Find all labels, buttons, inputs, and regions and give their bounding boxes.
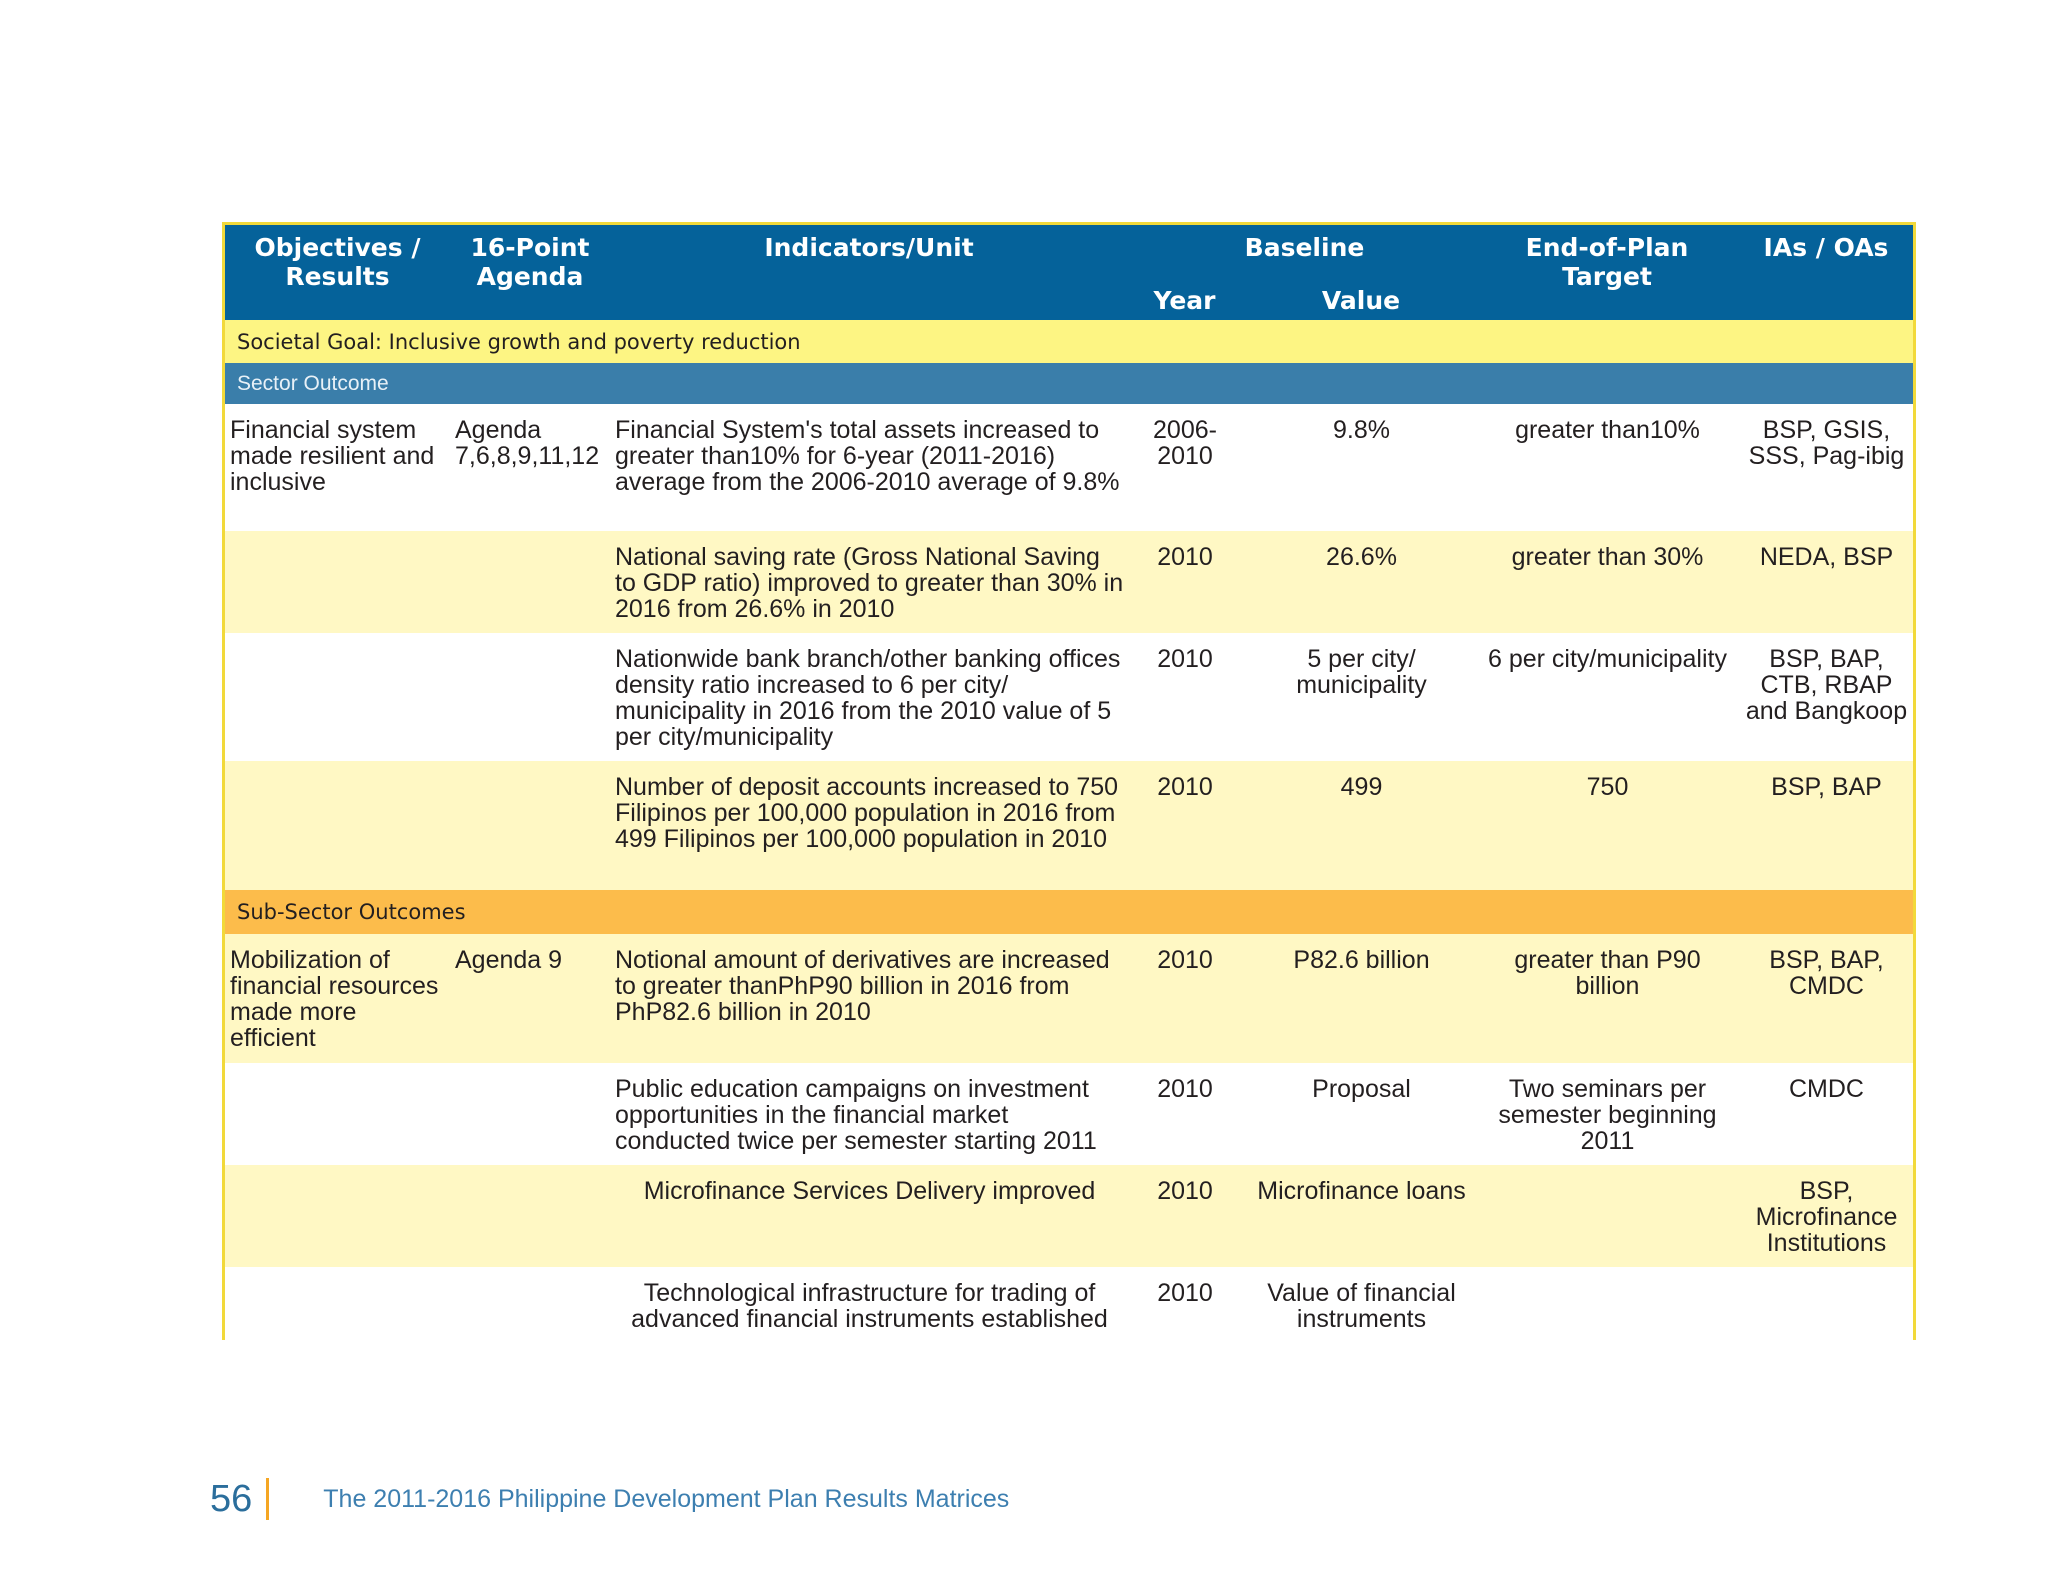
- table-row: [225, 1267, 1916, 1340]
- sub-sector-outcomes-band: [225, 890, 1916, 934]
- results-matrix-table-container: [222, 222, 1916, 1340]
- sub-sector-outcomes-label: Sub-Sector Outcomes: [225, 890, 1916, 934]
- indicator-cell: Microfinance Services Delivery improved: [610, 1165, 1128, 1267]
- header-ias: IAs / OAs: [1733, 225, 1916, 320]
- footer-divider: [266, 1478, 269, 1520]
- objective-cell: [225, 761, 450, 890]
- year-cell: 2010: [1128, 1267, 1241, 1340]
- agenda-cell: [450, 1063, 610, 1165]
- indicator-cell: Notional amount of derivatives are increased to greater thanPhP90 billion in 2016 from PhP82.6 billion in 2010: [610, 934, 1128, 1063]
- table-row: [225, 404, 1916, 531]
- target-cell: Two seminars per semester beginning 2011: [1481, 1063, 1733, 1165]
- table-row: [225, 761, 1916, 890]
- indicator-cell: Public education campaigns on investment opportunities in the financial market conducted twice per semester starting 2011: [610, 1063, 1128, 1165]
- value-cell: 499: [1241, 761, 1481, 890]
- objective-cell: [225, 1165, 450, 1267]
- value-cell: 26.6%: [1241, 531, 1481, 633]
- indicator-cell: Nationwide bank branch/other banking offices density ratio increased to 6 per city/ municipality in 2016 from the 2010 value of 5 per city/municipality: [610, 633, 1128, 761]
- objective-cell: [225, 531, 450, 633]
- ias-cell: BSP, GSIS, SSS, Pag-ibig: [1733, 404, 1916, 531]
- table-row: [225, 633, 1916, 761]
- ias-cell: NEDA, BSP: [1733, 531, 1916, 633]
- year-cell: 2010: [1128, 761, 1241, 890]
- indicator-cell: Number of deposit accounts increased to 750 Filipinos per 100,000 population in 2016 from 499 Filipinos per 100,000 population in 2010: [610, 761, 1128, 890]
- agenda-cell: [450, 761, 610, 890]
- table-row: [225, 1063, 1916, 1165]
- value-cell: 5 per city/ municipality: [1241, 633, 1481, 761]
- ias-cell: BSP, Microfinance Institutions: [1733, 1165, 1916, 1267]
- sector-outcome-label: Sector Outcome: [225, 363, 1916, 404]
- target-cell: [1481, 1267, 1733, 1340]
- header-baseline: Baseline: [1128, 225, 1481, 281]
- objective-cell: [225, 1063, 450, 1165]
- header-indicators: Indicators/Unit: [610, 225, 1128, 320]
- table-row: [225, 1165, 1916, 1267]
- header-agenda: 16-Point Agenda: [450, 225, 610, 320]
- indicator-cell: Financial System's total assets increased to greater than10% for 6-year (2011-2016) average from the 2006-2010 average of 9.8%: [610, 404, 1128, 531]
- agenda-cell: [450, 531, 610, 633]
- year-cell: 2010: [1128, 1165, 1241, 1267]
- year-cell: 2010: [1128, 531, 1241, 633]
- target-cell: greater than P90 billion: [1481, 934, 1733, 1063]
- societal-goal-band: [225, 320, 1916, 363]
- target-cell: greater than10%: [1481, 404, 1733, 531]
- objective-cell: Financial system made resilient and inclusive: [225, 404, 450, 531]
- year-cell: 2010: [1128, 633, 1241, 761]
- agenda-cell: [450, 1267, 610, 1340]
- table-row: [225, 934, 1916, 1063]
- value-cell: P82.6 billion: [1241, 934, 1481, 1063]
- societal-goal-label: Societal Goal: Inclusive growth and poverty reduction: [225, 320, 1916, 363]
- page-footer: [210, 1478, 1009, 1520]
- indicator-cell: Technological infrastructure for trading of advanced financial instruments established: [610, 1267, 1128, 1340]
- agenda-cell: Agenda 9: [450, 934, 610, 1063]
- value-cell: Proposal: [1241, 1063, 1481, 1165]
- ias-cell: BSP, BAP, CTB, RBAP and Bangkoop: [1733, 633, 1916, 761]
- objective-cell: [225, 633, 450, 761]
- ias-cell: CMDC: [1733, 1063, 1916, 1165]
- year-cell: 2010: [1128, 1063, 1241, 1165]
- ias-cell: BSP, BAP: [1733, 761, 1916, 890]
- indicator-cell: National saving rate (Gross National Saving to GDP ratio) improved to greater than 30% in 2016 from 26.6% in 2010: [610, 531, 1128, 633]
- value-cell: 9.8%: [1241, 404, 1481, 531]
- year-cell: 2006-2010: [1128, 404, 1241, 531]
- header-objectives: Objectives / Results: [225, 225, 450, 320]
- year-cell: 2010: [1128, 934, 1241, 1063]
- value-cell: Value of financial instruments: [1241, 1267, 1481, 1340]
- results-matrix-table: [225, 225, 1916, 1340]
- target-cell: greater than 30%: [1481, 531, 1733, 633]
- ias-cell: BSP, BAP, CMDC: [1733, 934, 1916, 1063]
- header-year: Year: [1128, 281, 1241, 320]
- page-number: 56: [210, 1477, 253, 1520]
- sector-outcome-band: [225, 363, 1916, 404]
- header-target: End-of-Plan Target: [1481, 225, 1733, 320]
- agenda-cell: [450, 633, 610, 761]
- agenda-cell: [450, 1165, 610, 1267]
- agenda-cell: Agenda 7,6,8,9,11,12: [450, 404, 610, 531]
- target-cell: 750: [1481, 761, 1733, 890]
- table-row: [225, 531, 1916, 633]
- target-cell: [1481, 1165, 1733, 1267]
- footer-title: The 2011-2016 Philippine Development Plan Results Matrices: [323, 1484, 1010, 1513]
- value-cell: Microfinance loans: [1241, 1165, 1481, 1267]
- ias-cell: [1733, 1267, 1916, 1340]
- target-cell: 6 per city/municipality: [1481, 633, 1733, 761]
- header-value: Value: [1241, 281, 1481, 320]
- objective-cell: [225, 1267, 450, 1340]
- objective-cell: Mobilization of financial resources made more efficient: [225, 934, 450, 1063]
